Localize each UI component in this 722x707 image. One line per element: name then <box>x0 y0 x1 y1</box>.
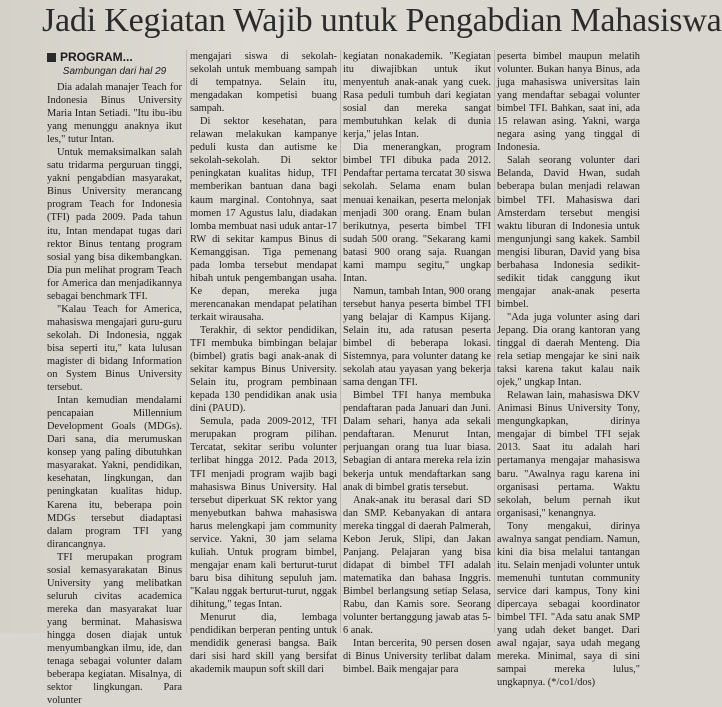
paragraph: Bimbel TFI hanya membuka pendaftaran pada Januari dan Juni. Dalam sehari, hanya ada sekali pendaftaran. Menurut Intan, perjuangan orang tua luar biasa. Sebagian di antara mereka rela izin bekerja untuk mendaftarkan sang anak di bimbel gratis tersebut. <box>343 390 491 493</box>
article-column-3 <box>343 50 491 676</box>
paragraph: Dia menerangkan, program bimbel TFI dibuka pada 2012. Pendaftar pertama tercatat 30 siswa sekolah. Selama enam bulan menuai kenaikan, peserta melonjak menjadi 300 orang. Enam bulan berikutnya, peserta bimbel TFI sudah 500 orang. "Sekarang kami batasi 900 orang saja. Ruangan kami mampu segitu," ungkap Intan. <box>343 142 491 284</box>
paragraph: kegiatan nonakademik. "Kegiatan itu diwajibkan untuk ikut menyentuh anak-anak yang cuek. Rasa peduli tumbuh dari kegiatan sosial dan mereka sangat membutuhkan kelak di dunia kerja," jelas Intan. <box>343 51 491 141</box>
paragraph: mengajari siswa di sekolah-sekolah untuk membuang sampah di tempatnya. Selain itu, mengadakan kompetisi buang sampah. <box>190 51 337 115</box>
paragraph: Di sektor kesehatan, para relawan melakukan kampanye peduli kusta dan autisme ke sekolah-sekolah. Di sektor peningkatan kualitas hidup, TFI memberikan bantuan dana bagi kaum marginal. Contohnya, saat momen 17 Agustus lalu, diadakan lomba membuat nasi uduk antar-17 RW di sekitar kampus Binus di Kemanggisan. Tiga pemenang pada lomba tersebut mendapat hibah untuk pengembangan usaha. Ke depan, mereka juga merencanakan mendapat pelatihan terkait wirausaha. <box>190 116 337 323</box>
kicker-label: PROGRAM... <box>60 50 133 64</box>
paragraph: Untuk memaksimalkan salah satu tridarma perguruan tinggi, yakni pengabdian masyarakat, Binus University merancang program Teach for Indonesia (TFI) pada 2009. Pada tahun itu, Intan mendapat tugas dari rektor Binus tentang program sosial yang bisa dikembangkan. Dia pun melihat program Teach for America dan menjadikannya sebagai benchmark TFI. <box>47 147 182 302</box>
column-rule <box>340 50 341 633</box>
paragraph: Semula, pada 2009-2012, TFI merupakan program pilihan. Tercatat, sekitar seribu volunter terlibat hingga 2012. Pada 2013, TFI menjadi program wajib bagi mahasiswa Binus University. Hal tersebut diperkuat SK rektor yang menyebutkan bahwa mahasiswa harus melengkapi jam community service. Yakni, 30 jam selama kuliah. Untuk program bimbel, mengajar enam kali berturut-turut baru bisa dihitung sepuluh jam. "Kalau nggak berturut-turut, nggak dihitung," tegas Intan. <box>190 416 337 610</box>
paragraph: Dia adalah manajer Teach for Indonesia Binus University Maria Intan Setiadi. "Itu ibu-ibu yang menunggu anaknya ikut les," tutur Intan. <box>47 82 182 146</box>
paragraph: Tony mengakui, dirinya awalnya sangat pendiam. Namun, kini dia bisa melalui tantangan itu. Selain menjadi volunter untuk memenuhi tuntutan community service dari kampus, Tony kini dipercaya sebagai koordinator bimbel TFI. "Ada satu anak SMP yang udah deket banget. Dari awal ngajar, saya udah megang mereka. Minimal, saya di sini sampai mereka lulus," ungkapnya. (*/co1/dos) <box>497 520 640 689</box>
article-column-4 <box>497 50 640 689</box>
column-rule <box>494 50 495 633</box>
column-rule <box>186 50 187 633</box>
paragraph: Anak-anak itu berasal dari SD dan SMP. Kebanyakan di antara mereka tinggal di daerah Palmerah, Kebon Jeruk, Slipi, dan Jakan Panjang. Pelajaran yang bisa didapat di bimbel TFI adalah matematika dan bahasa Inggris. Bimbel berlangsung setiap Selasa, Rabu, dan Kamis sore. Seorang volunter bertanggung jawab atas 5-6 anak. <box>343 494 491 637</box>
paragraph: TFI merupakan program sosial kemasyarakatan Binus University yang melibatkan seluruh civitas academica mereka dan masyarakat luar yang berminat. Mahasiswa hingga dosen diajak untuk menyumbangkan ilmu, ide, dan tenaga sebagai volunter dalam beberapa kegiatan. Misalnya, di sektor lingkungan. Para volunter <box>47 551 182 707</box>
paragraph: Menurut dia, lembaga pendidikan berperan penting untuk mendidik generasi bangsa. Baik dari sisi hard skill yang bersifat akademik maupun soft skill dari <box>190 612 337 676</box>
continued-note: Sambungan dari hal 29 <box>62 66 167 77</box>
paragraph: Namun, tambah Intan, 900 orang tersebut hanya peserta bimbel TFI yang belajar di Kampus Kijang. Selain itu, ada ratusan peserta bimbel di beberapa lokasi. Sistemnya, para volunter datang ke sekolah atau yayasan yang bekerja sama dengan TFI. <box>343 285 491 389</box>
paragraph: "Kalau Teach for America, mahasiswa mengajari guru-guru sekolah. Di Indonesia, nggak bisa seperti itu," kata lulusan magister di bidang Information on System Binus University tersebut. <box>47 303 182 394</box>
article-column-2 <box>190 50 337 676</box>
article-column-1 <box>47 50 182 707</box>
headline: Jadi Kegiatan Wajib untuk Pengabdian Mahasiswa <box>42 2 722 39</box>
kicker <box>47 50 182 64</box>
paragraph: "Ada juga volunter asing dari Jepang. Dia orang kantoran yang tinggal di daerah Menteng. Dia rela setiap mengajar ke sini naik taksi karena takut kalau naik ojek," ungkap Intan. <box>497 311 640 389</box>
paragraph: Terakhir, di sektor pendidikan, TFI membuka bimbingan belajar (bimbel) gratis bagi anak-anak di sekitar kampus Binus University. Selain itu, program pembinaan kepada 130 pendidikan anak usia dini (PAUD). <box>190 324 337 415</box>
square-bullet-icon <box>47 53 56 62</box>
paragraph: Relawan lain, mahasiswa DKV Animasi Binus University Tony, mengungkapkan, dirinya mengajar di bimbel TFI sejak 2013. Saat itu adalah hari pertamanya mengajar mahasiswa baru. "Awalnya ragu karena ini organisasi pertama. Waktu sekolah, belum pernah ikut organisasi," kenangnya. <box>497 390 640 519</box>
paragraph: peserta bimbel maupun melatih volunter. Bukan hanya Binus, ada juga mahasiswa universitas lain yang mendaftar sebagai volunter bimbel TFI. Bahkan, saat ini, ada 15 relawan asing. Yakni, warga negara asing yang tinggal di Indonesia. <box>497 51 640 154</box>
paragraph: Intan bercerita, 90 persen dosen di Binus University terlibat dalam bimbel. Baik mengajar para <box>343 638 491 676</box>
paragraph: Salah seorang volunter dari Belanda, David Hwan, sudah beberapa bulan menjadi relawan bimbel TFI. Mahasiswa dari Amsterdam tersebut mengisi waktu liburan di Indonesia untuk mengunjungi sang kakek. Sambil mengisi liburan, David yang bisa berbahasa Indonesia sedikit-sedikit tidak canggung ikut mengajar anak-anak peserta bimbel. <box>497 155 640 310</box>
paragraph: Intan kemudian mendalami pencapaian Millennium Development Goals (MDGs). Dari sana, dia merumuskan konsep yang paling dibutuhkan masyarakat. Yakni, pendidikan, kesehatan, lingkungan, dan peningkatan kualitas hidup. Karena itu, beberapa poin MDGs tersebut diadaptasi dalam program TFI yang dirancangnya. <box>47 395 182 550</box>
